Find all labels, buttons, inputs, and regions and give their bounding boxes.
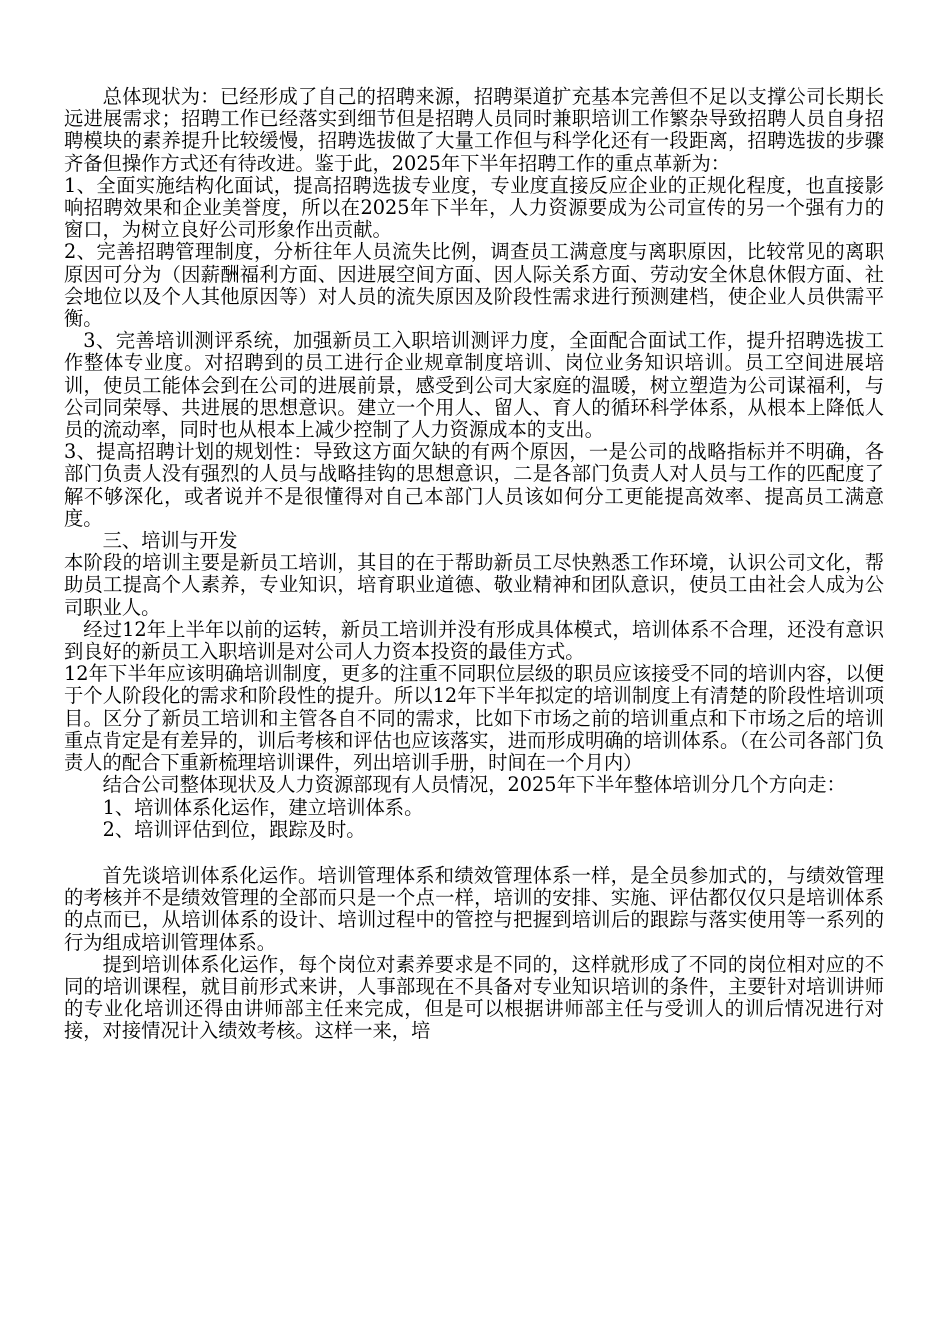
paragraph-training-plan: 12年下半年应该明确培训制度，更多的注重不同职位层级的职员应该接受不同的培训内容，以便于个人阶段化的需求和阶段性的提升。所以12年下半年拟定的培训制度上有清楚的阶段性培训项目。区分了新员工培训和主管各自不同的需求，比如下市场之前的培训重点和下市场之后的培训重点肯定是有差异的，训后考核和评估也应该落实，进而形成明确的培训体系。（在公司各部门负责人的配合下重新梳理培训课件，列出培训手册，时间在一个月内） bbox=[64, 662, 884, 775]
paragraph-item-structured-interview: 1、全面实施结构化面试，提高招聘选拔专业度，专业度直接反应企业的正规化程度，也直接影响招聘效果和企业美誉度，所以在2025年下半年，人力资源要成为公司宣传的另一个强有力的窗口，为树立良好公司形象作出贡献。 bbox=[64, 173, 884, 242]
list-item-training-system: 1、培训体系化运作，建立培训体系。 bbox=[102, 795, 424, 819]
paragraph-item-recruitment-system: 2、完善招聘管理制度，分析往年人员流失比例，调查员工满意度与离职原因，比较常见的离职原因可分为（因薪酬福利方面、因进展空间方面、因人际关系方面、劳动安全休息休假方面、社会地位以及个人其他原因等）对人员的流失原因及阶段性需求进行预测建档，使企业人员供需平衡。 bbox=[64, 240, 884, 331]
paragraph-item-training-assessment: 3、完善培训测评系统，加强新员工入职培训测评力度，全面配合面试工作，提升招聘选拔工作整体专业度。对招聘到的员工进行企业规章制度培训、岗位业务知识培训。员工空间进展培训，使员工能体会到在公司的进展前景，感受到公司大家庭的温暖，树立塑造为公司谋福利，与公司同荣辱、共进展的思想意识。建立一个用人、留人、育人的循环科学体系，从根本上降低人员的流动率，同时也从根本上减少控制了人力资源成本的支出。 bbox=[64, 329, 884, 442]
paragraph-training-history: 经过12年上半年以前的运转，新员工培训并没有形成具体模式，培训体系不合理，还没有意识到良好的新员工入职培训是对公司人力资本投资的最佳方式。 bbox=[64, 617, 884, 664]
paragraph-training-system-operation: 首先谈培训体系化运作。培训管理体系和绩效管理体系一样，是全员参加式的，与绩效管理的考核并不是绩效管理的全部而只是一个点一样，培训的安排、实施、评估都仅仅只是培训体系的点而已，从培训体系的设计、培训过程中的管控与把握到培训后的跟踪与落实使用等一系列的行为组成培训管理体系。 bbox=[64, 863, 884, 954]
section-heading-training: 三、培训与开发 bbox=[102, 529, 238, 553]
list-item-training-evaluation: 2、培训评估到位，跟踪及时。 bbox=[102, 817, 366, 841]
blank-line bbox=[64, 841, 884, 865]
paragraph-item-recruitment-planning: 3、提高招聘计划的规划性：导致这方面欠缺的有两个原因，一是公司的战略指标并不明确，各部门负责人没有强烈的人员与战略挂钩的思想意识，二是各部门负责人对人员与工作的匹配度了解不够深化，或者说并不是很懂得对自己本部门人员该如何分工更能提高效率、提高员工满意度。 bbox=[64, 440, 884, 530]
paragraph-training-purpose: 本阶段的培训主要是新员工培训，其目的在于帮助新员工尽快熟悉工作环境，认识公司文化，帮助员工提高个人素养，专业知识，培育职业道德、敬业精神和团队意识，使员工由社会人成为公司职业人。 bbox=[64, 551, 884, 619]
paragraph-overall-status: 总体现状为：已经形成了自己的招聘来源，招聘渠道扩充基本完善但不足以支撑公司长期长远进展需求；招聘工作已经落实到细节但是招聘人员同时兼职培训工作繁杂导致招聘人员自身招聘模块的素养提升比较缓慢，招聘选拔做了大量工作但与科学化还有一段距离，招聘选拔的步骤齐备但操作方式还有待改进。鉴于此，2025年下半年招聘工作的重点革新为： bbox=[64, 85, 884, 175]
paragraph-training-directions: 结合公司整体现状及人力资源部现有人员情况，2025年下半年整体培训分几个方向走： bbox=[102, 773, 846, 797]
paragraph-training-courses: 提到培训体系化运作，每个岗位对素养要求是不同的，这样就形成了不同的岗位相对应的不同的培训课程，就目前形式来讲，人事部现在不具备对专业知识培训的条件，主要针对培训讲师的专业化培训还得由讲师部主任来完成，但是可以根据讲师部主任与受训人的训后情况进行对接，对接情况计入绩效考核。这样一来，培 bbox=[64, 952, 884, 1043]
document-body bbox=[64, 86, 884, 1043]
